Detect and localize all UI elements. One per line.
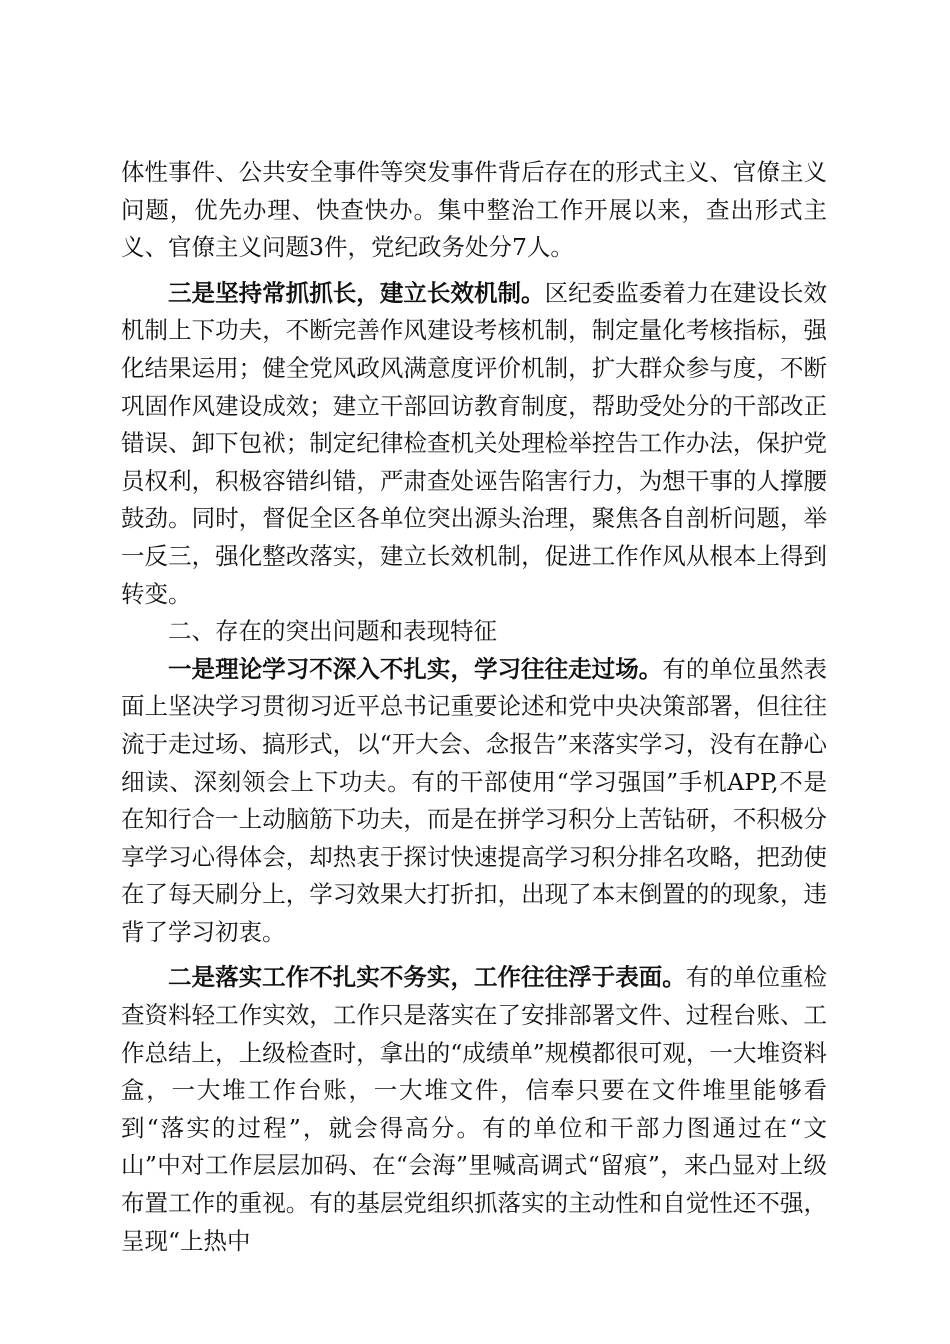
paragraph-continuation	[121, 154, 827, 267]
section-heading	[121, 613, 827, 651]
document-body	[121, 154, 827, 1260]
paragraph-text: 区纪委监委着力在建设长效机制上下功夫，不断完善作风建设考核机制，制定量化考核指标，强化结果运用；健全党风政风满意度评价机制，扩大群众参与度，不断巩固作风建设成效；建立干部回访教育制度，帮助受处分的干部改正错误、卸下包袱；制定纪律检查机关处理检举控告工作办法，保护党员权利，积极容错纠错，严肃查处诬告陷害行力，为想干事的人撑腰鼓劲。同时，督促全区各单位突出源头治理，聚焦各自剖析问题，举一反三，强化整改落实，建立长效机制，促进工作作风从根本上得到转变。	[121, 278, 828, 608]
paragraph-theory-study	[121, 651, 827, 952]
paragraph-lead: 一是理论学习不深入不扎实，学习往往走过场。	[168, 654, 663, 683]
paragraph-text: 体性事件、公共安全事件等突发事件背后存在的形式主义、官僚主义问题，优先办理、快查快办。集中整治工作开展以来，查出形式主义、官僚主义问题3件，党纪政务处分7人。	[121, 158, 827, 262]
paragraph-text: 有的单位重检查资料轻工作实效，工作只是落实在了安排部署文件、过程台账、工作总结上，上级检查时，拿出的“成绩单”规模都很可观，一大堆资料盒，一大堆工作台账，一大堆文件，信奉只要在文件堆里能够看到“落实的过程”，就会得高分。有的单位和干部力图通过在“文山”中对工作层层加码、在“会海”里喊高调式“留痕”，来凸显对上级布置工作的重视。有的基层党组织抓落实的主动性和自觉性还不强，呈现“上热中	[121, 963, 828, 1255]
paragraph-work-implementation	[121, 959, 827, 1260]
paragraph-text: 有的单位虽然表面上坚决学习贯彻习近平总书记重要论述和党中央决策部署，但往往流于走过场、搞形式，以“开大会、念报告”来落实学习，没有在静心细读、深刻领会上下功夫。有的干部使用“学习强国”手机APP,不是在知行合一上动脑筋下功夫，而是在拼学习积分上苦钻研，不积极分享学习心得体会，却热衷于探讨快速提高学习积分排名攻略，把劲使在了每天刷分上，学习效果大打折扣，出现了本末倒置的的现象，违背了学习初衷。	[121, 654, 828, 946]
paragraph-lead: 二是落实工作不扎实不务实，工作往往浮于表面。	[168, 963, 686, 992]
paragraph-lead: 三是坚持常抓抓长，建立长效机制。	[168, 278, 545, 307]
paragraph-long-term-mechanism	[121, 275, 827, 613]
section-heading-text: 二、存在的突出问题和表现特征	[168, 617, 497, 646]
